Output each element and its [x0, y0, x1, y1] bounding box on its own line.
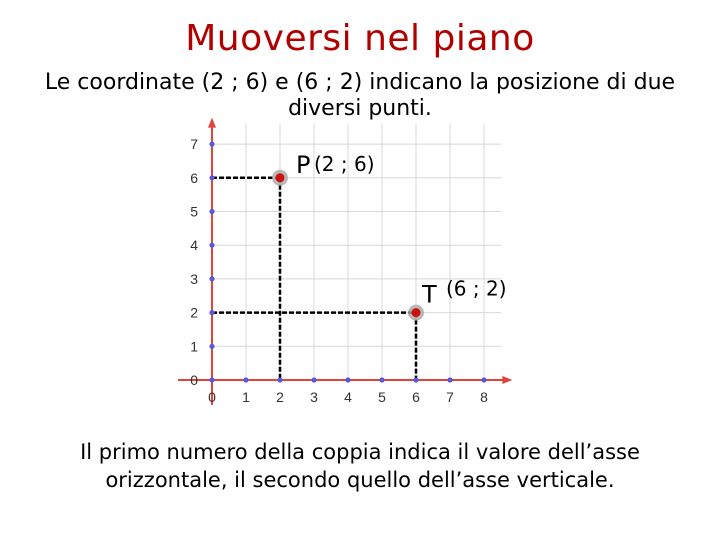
y-tick-mark	[209, 276, 214, 281]
x-tick-mark	[413, 377, 418, 382]
x-tick-mark	[345, 377, 350, 382]
x-tick-mark	[447, 377, 452, 382]
y-tick-label: 3	[190, 270, 198, 287]
point-name-label: T	[422, 280, 437, 309]
x-tick-label: 0	[208, 389, 216, 405]
point-coordinate-label: (6 ; 2)	[446, 276, 507, 301]
x-tick-label: 2	[276, 389, 284, 405]
x-tick-mark	[209, 377, 214, 382]
y-tick-label: 7	[190, 136, 198, 153]
subtitle: Le coordinate (2 ; 6) e (6 ; 2) indicano la posizione di due diversi punti.	[44, 70, 676, 121]
point-marker	[276, 173, 285, 182]
x-tick-mark	[243, 377, 248, 382]
y-axis-arrow	[208, 118, 216, 128]
y-tick-label: 2	[190, 304, 198, 321]
point-name-label: P	[296, 150, 311, 179]
x-axis-arrow	[502, 376, 512, 384]
y-tick-label: 1	[190, 338, 198, 355]
page-title: Muoversi nel piano	[185, 18, 535, 59]
point-marker	[412, 308, 421, 317]
y-tick-mark	[209, 175, 214, 180]
y-tick-mark	[209, 310, 214, 315]
points	[272, 151, 507, 321]
point-coordinate-label: (2 ; 6)	[314, 151, 375, 176]
x-tick-label: 4	[344, 389, 352, 405]
y-tick-label: 6	[190, 169, 198, 186]
x-tick-label: 5	[378, 389, 386, 405]
y-tick-mark	[209, 344, 214, 349]
y-tick-mark	[209, 243, 214, 248]
x-tick-mark	[277, 377, 282, 382]
x-tick-mark	[311, 377, 316, 382]
x-tick-label: 7	[446, 389, 454, 405]
y-tick-label: 4	[190, 237, 198, 254]
x-tick-label: 3	[310, 389, 318, 405]
x-tick-label: 1	[242, 389, 250, 405]
y-tick-label: 0	[190, 372, 198, 388]
caption: Il primo numero della coppia indica il valore dell’asse orizzontale, il secondo quello dell’asse verticale.	[80, 440, 640, 492]
y-tick-label: 5	[190, 203, 198, 220]
x-tick-label: 8	[480, 389, 488, 405]
x-tick-mark	[379, 377, 384, 382]
x-tick-mark	[481, 377, 486, 382]
y-tick-mark	[209, 209, 214, 214]
y-tick-mark	[209, 142, 214, 147]
x-tick-label: 6	[412, 389, 420, 405]
